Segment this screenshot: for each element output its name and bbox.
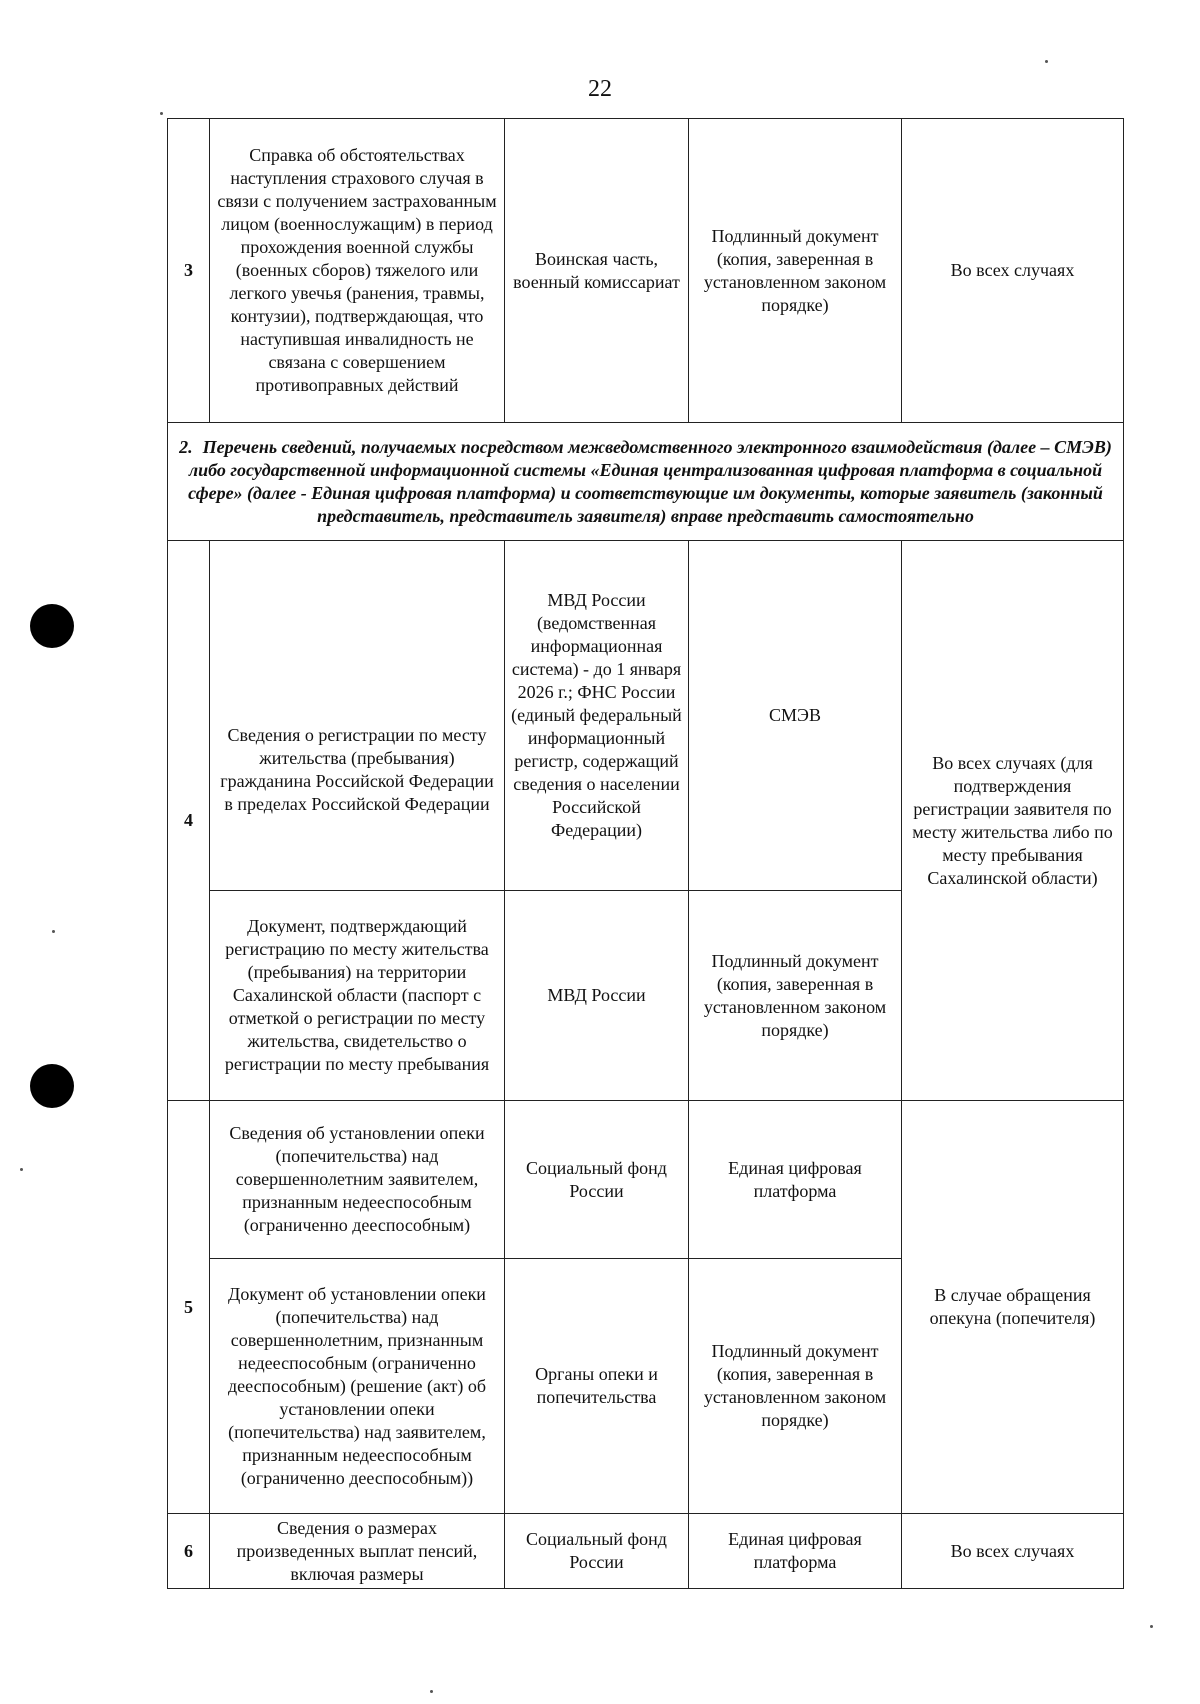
table-row xyxy=(168,1514,1124,1589)
form-cell: СМЭВ xyxy=(689,541,902,891)
source-cell: МВД России xyxy=(505,891,689,1101)
cases-cell: Во всех случаях xyxy=(902,1514,1124,1589)
section-title: Перечень сведений, получаемых посредством межведомственного электронного взаимодействия (далее – СМЭВ) либо государственной информационной системы «Единая централизованная цифровая платформа в социальной сфере» (далее - Единая цифровая платформа) и соответствующие им документы, которые заявитель (законный представитель, представитель заявителя) вправе представить самостоятельно xyxy=(188,436,1112,526)
punch-hole xyxy=(30,604,74,648)
cases-cell: Во всех случаях (для подтверждения регистрации заявителя по месту жительства либо по месту пребывания Сахалинской области) xyxy=(902,541,1124,1101)
row-number: 5 xyxy=(168,1101,210,1514)
row-number: 4 xyxy=(168,541,210,1101)
table-row xyxy=(168,119,1124,423)
form-cell: Единая цифровая платформа xyxy=(689,1101,902,1259)
form-cell: Подлинный документ (копия, заверенная в установленном законом порядке) xyxy=(689,891,902,1101)
document-cell: Сведения об установлении опеки (попечительства) над совершеннолетним заявителем, признанным недееспособным (ограниченно дееспособным) xyxy=(210,1101,505,1259)
document-cell: Справка об обстоятельствах наступления страхового случая в связи с получением застрахованным лицом (военнослужащим) в период прохождения военной службы (военных сборов) тяжелого или легкого увечья (ранения, травмы, контузии), подтверждающая, что наступившая инвалидность не связана с совершением противоправных действий xyxy=(210,119,505,423)
source-cell: Социальный фонд России xyxy=(505,1514,689,1589)
document-cell: Документ, подтверждающий регистрацию по месту жительства (пребывания) на территории Сахалинской области (паспорт с отметкой о регистрации по месту жительства, свидетельство о регистрации по месту пребывания xyxy=(210,891,505,1101)
scan-speck xyxy=(1150,1625,1153,1628)
punch-hole xyxy=(30,1064,74,1108)
source-cell: Социальный фонд России xyxy=(505,1101,689,1259)
form-cell: Единая цифровая платформа xyxy=(689,1514,902,1589)
scan-speck xyxy=(160,112,163,115)
scan-speck xyxy=(52,930,55,933)
scan-speck xyxy=(20,1168,23,1171)
source-cell: Воинская часть, военный комиссариат xyxy=(505,119,689,423)
source-cell: МВД России (ведомственная информационная система) - до 1 января 2026 г.; ФНС России (единый федеральный информационный регистр, содержащий сведения о населении Российской Федерации) xyxy=(505,541,689,891)
document-cell: Сведения о размерах произведенных выплат пенсий, включая размеры xyxy=(210,1514,505,1589)
section-header-row xyxy=(168,423,1124,541)
page-number: 22 xyxy=(588,76,612,102)
form-cell: Подлинный документ (копия, заверенная в установленном законом порядке) xyxy=(689,119,902,423)
table-row xyxy=(168,541,1124,891)
source-cell: Органы опеки и попечительства xyxy=(505,1259,689,1514)
cases-cell: В случае обращения опекуна (попечителя) xyxy=(902,1101,1124,1514)
section-header xyxy=(168,423,1124,541)
document-cell: Сведения о регистрации по месту жительства (пребывания) гражданина Российской Федерации в пределах Российской Федерации xyxy=(210,541,505,891)
row-number: 6 xyxy=(168,1514,210,1589)
scan-speck xyxy=(1045,60,1048,63)
document-cell: Документ об установлении опеки (попечительства) над совершеннолетним, признанным недееспособным (ограниченно дееспособным) (решение (акт) об установлении опеки (попечительства) над заявителем, признанным недееспособным (ограниченно дееспособным)) xyxy=(210,1259,505,1514)
form-cell: Подлинный документ (копия, заверенная в установленном законом порядке) xyxy=(689,1259,902,1514)
documents-table xyxy=(167,118,1124,1589)
row-number: 3 xyxy=(168,119,210,423)
table-row xyxy=(168,1101,1124,1259)
scan-speck xyxy=(430,1690,433,1693)
cases-cell: Во всех случаях xyxy=(902,119,1124,423)
section-number: 2. xyxy=(179,436,193,457)
